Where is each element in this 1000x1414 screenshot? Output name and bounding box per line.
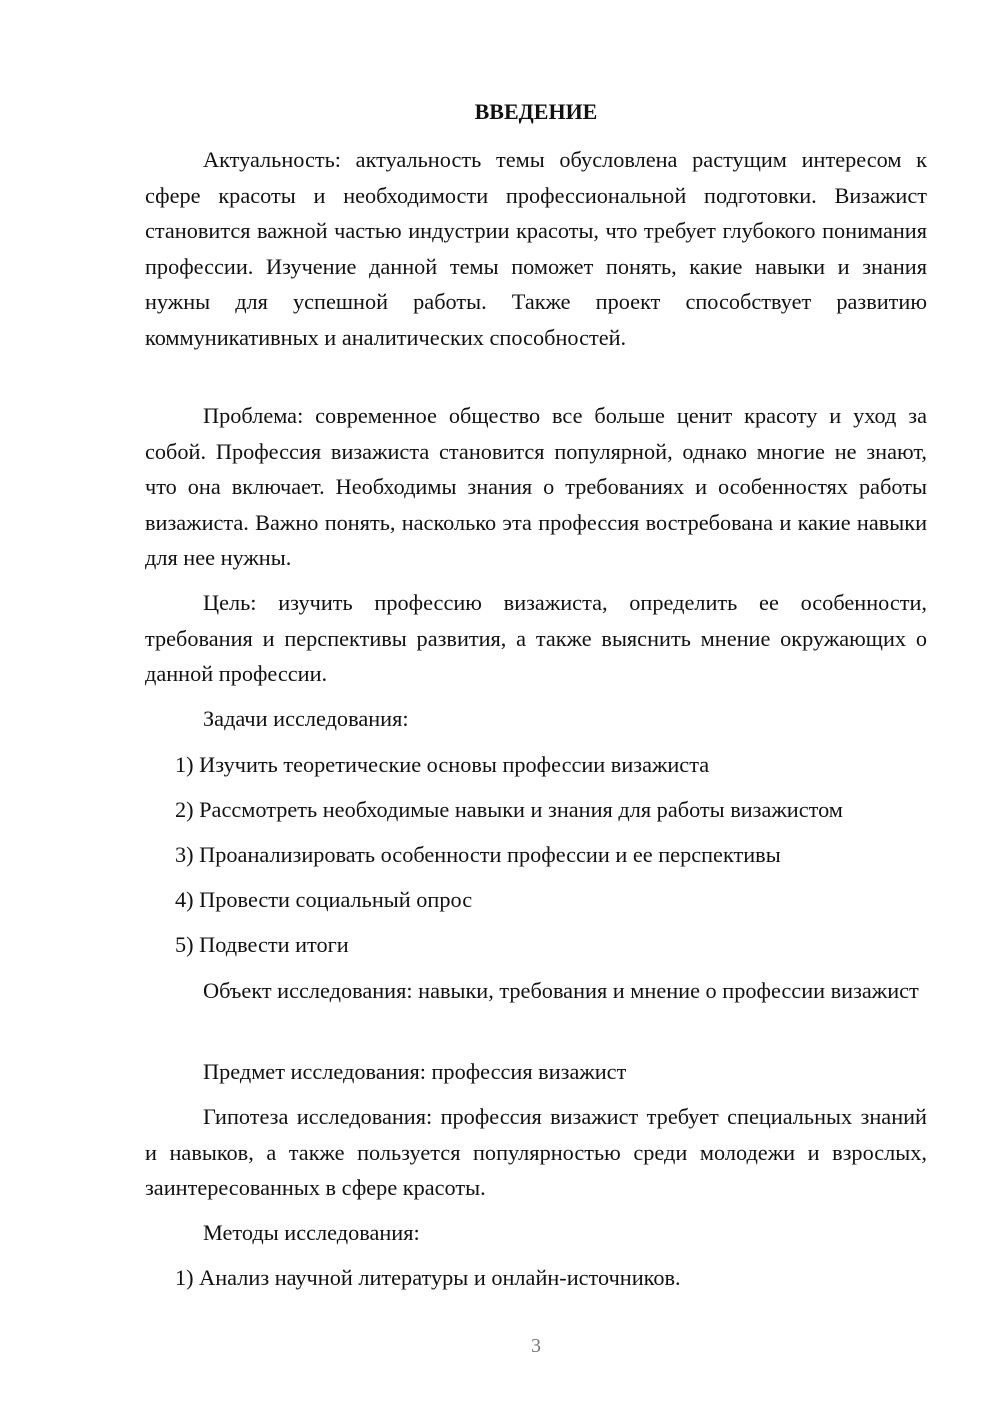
paragraph-hypothesis: Гипотеза исследования: профессия визажист требует специальных знаний и навыков, а также пользуется популярностью среди молодежи и взрослых, заинтересованных в сфере красоты.: [145, 1104, 927, 1200]
list-item-task-5: 5) Подвести итоги: [175, 932, 349, 957]
list-item-task-3: 3) Проанализировать особенности профессии и ее перспективы: [175, 842, 781, 867]
page-title: ВВЕДЕНИЕ: [474, 99, 598, 124]
list-item-task-4: 4) Провести социальный опрос: [175, 887, 473, 912]
paragraph-object: Объект исследования: навыки, требования и мнение о профессии визажист: [203, 978, 919, 1003]
tasks-heading: Задачи исследования:: [203, 706, 409, 731]
paragraph-relevance: Актуальность: актуальность темы обусловлена растущим интересом к сфере красоты и необходимости профессиональной подготовки. Визажист становится важной частью индустрии красоты, что требует глубокого понимания профессии. Изучение данной темы поможет понять, какие навыки и знания нужны для успешной работы. Также проект способствует развитию коммуникативных и аналитических способностей.: [145, 147, 927, 350]
list-item-task-2: 2) Рассмотреть необходимые навыки и знания для работы визажистом: [175, 797, 843, 822]
list-item-method-1: 1) Анализ научной литературы и онлайн-источников.: [175, 1265, 681, 1290]
list-item-task-1: 1) Изучить теоретические основы профессии визажиста: [175, 752, 710, 777]
paragraph-goal: Цель: изучить профессию визажиста, определить ее особенности, требования и перспективы развития, а также выяснить мнение окружающих о данной профессии.: [145, 590, 927, 686]
page-number: 3: [531, 1335, 541, 1357]
paragraph-problem: Проблема: современное общество все больше ценит красоту и уход за собой. Профессия визажиста становится популярной, однако многие не знают, что она включает. Необходимы знания о требованиях и особенностях работы визажиста. Важно понять, насколько эта профессия востребована и какие навыки для нее нужны.: [145, 403, 927, 570]
methods-heading: Методы исследования:: [203, 1220, 420, 1245]
paragraph-subject: Предмет исследования: профессия визажист: [203, 1059, 627, 1084]
